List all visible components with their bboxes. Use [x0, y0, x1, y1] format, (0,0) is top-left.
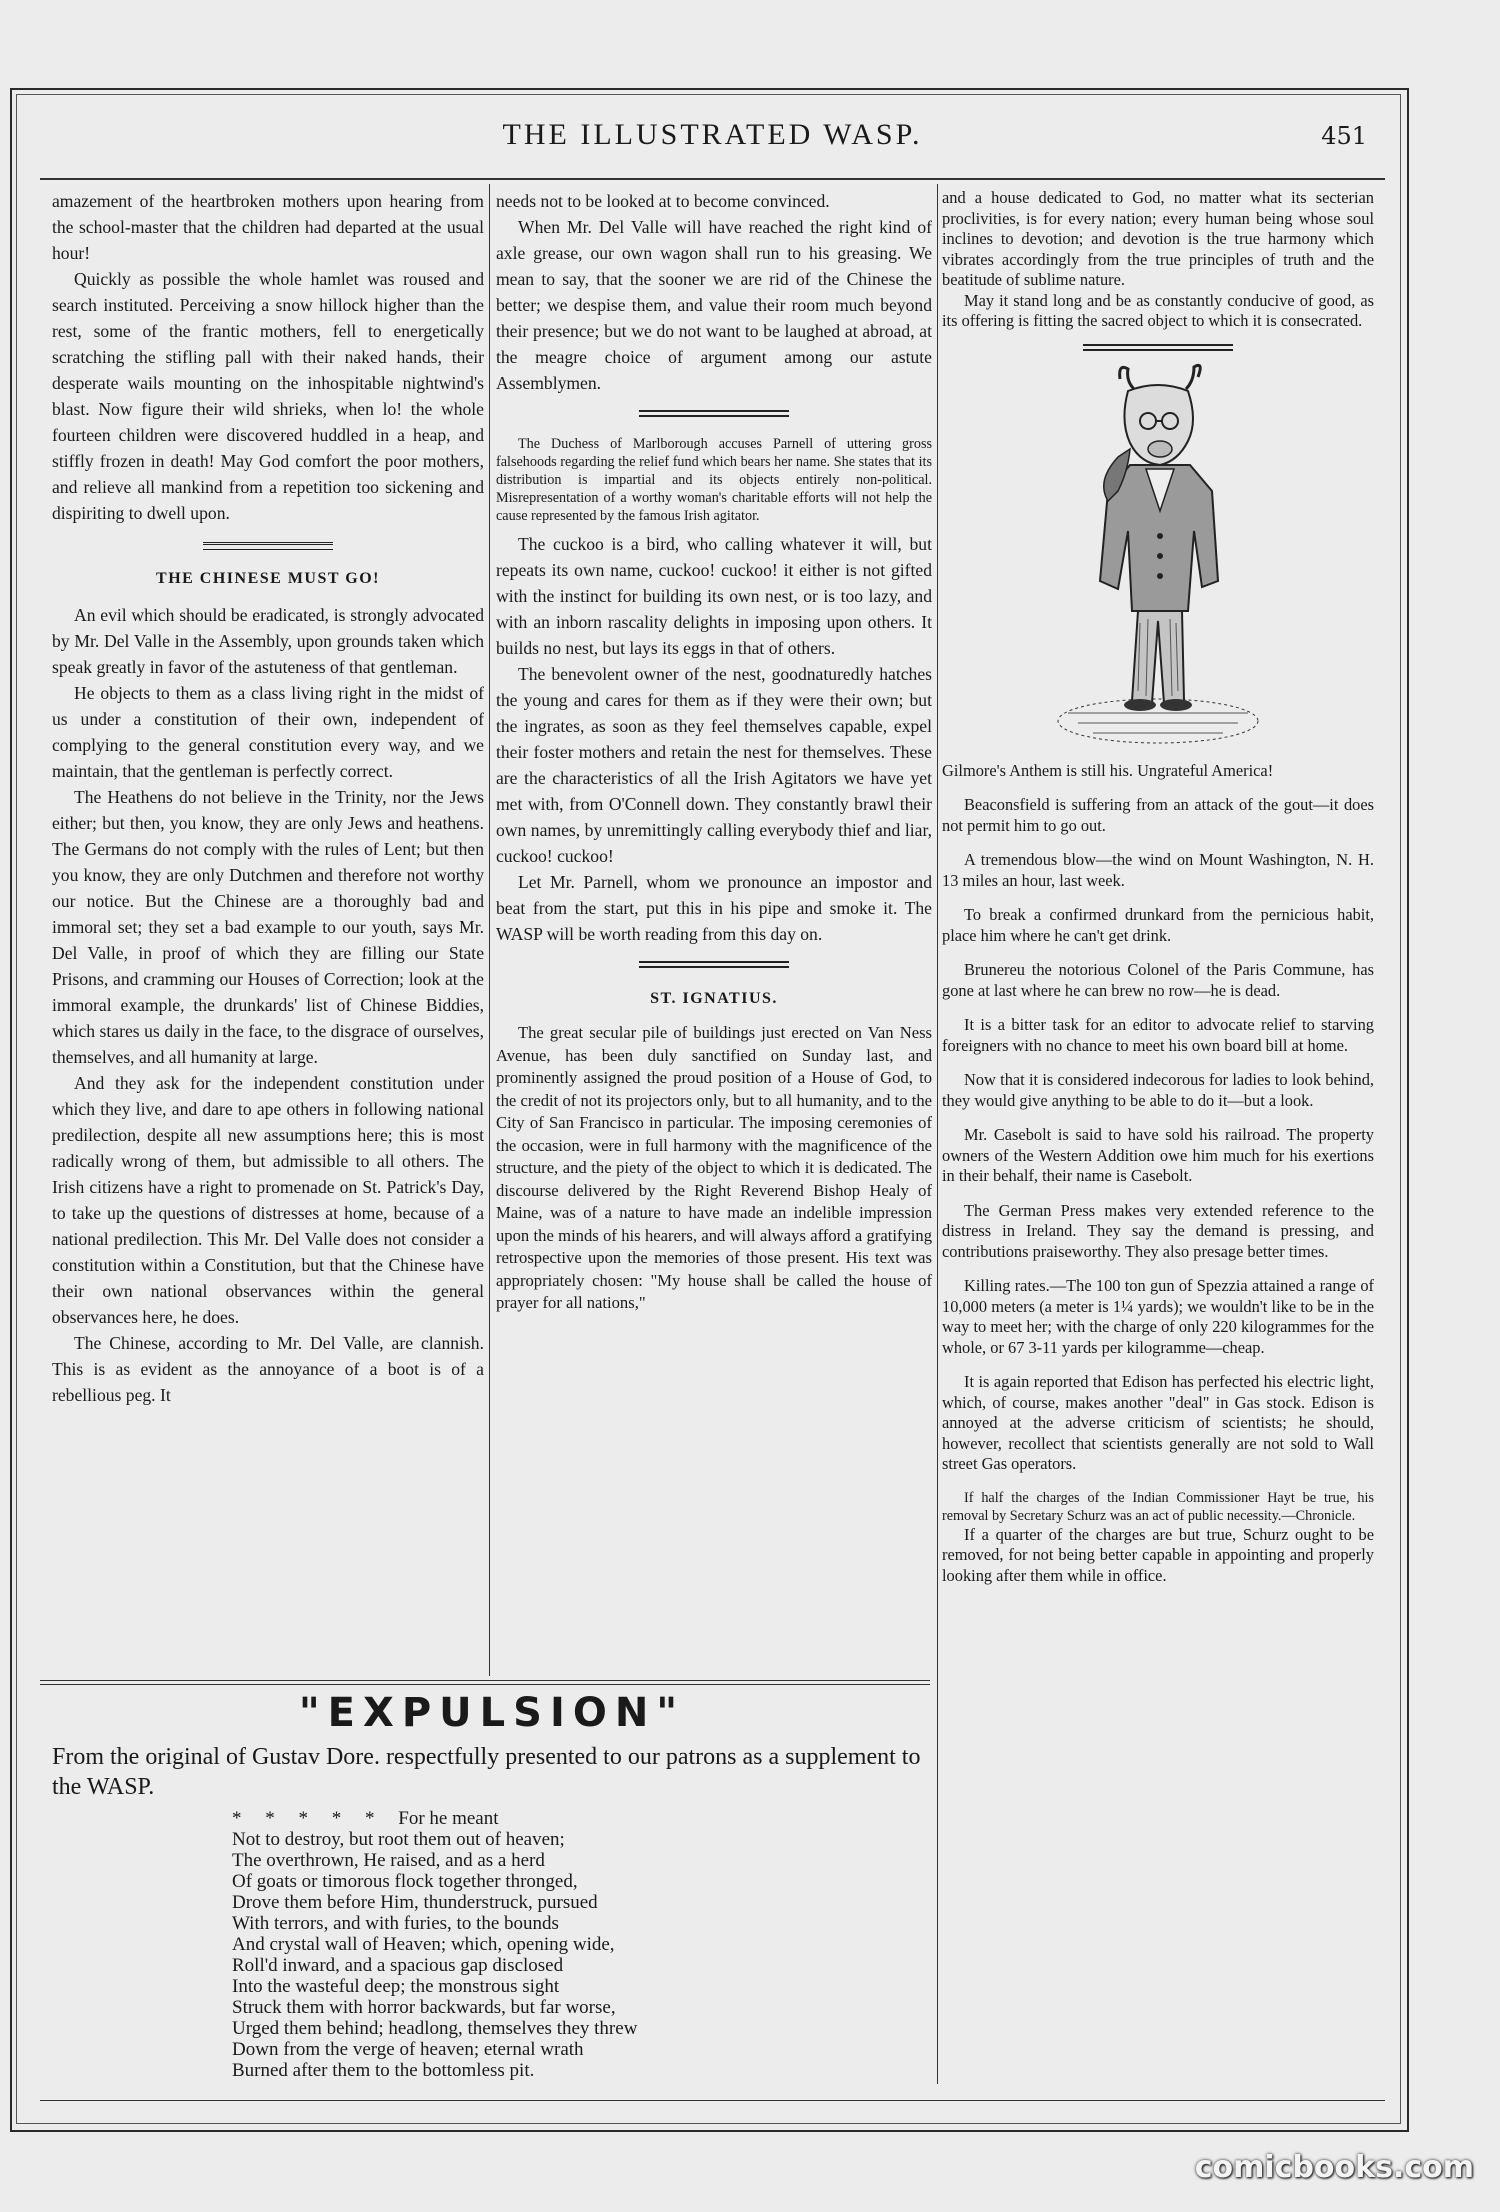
news-item: It is again reported that Edison has perfected his electric light, which, of course, makes another "deal" in Gas stock. Edison is annoyed at the adverse criticism of scientists; he should, however, recollect that scientists generally are not sold to Wall street Gas operators. — [942, 1372, 1374, 1473]
news-item: Mr. Casebolt is said to have sold his railroad. The property owners of the Western Addition owe him much for his exertions in their behalf, their name is Casebolt. — [942, 1125, 1374, 1185]
article-paragraph: An evil which should be eradicated, is strongly advocated by Mr. Del Valle in the Assembly, upon grounds taken which speak greatly in favor of the astuteness of that gentleman. — [52, 605, 484, 677]
poem-line: Roll'd inward, and a spacious gap disclosed — [232, 1955, 564, 1976]
column-divider-1 — [489, 184, 490, 1676]
news-item: A tremendous blow—the wind on Mount Washington, N. H. 13 miles an hour, last week. — [942, 850, 1374, 890]
article-paragraph: The Chinese, according to Mr. Del Valle, are clannish. This is as evident as the annoyance of a boot is of a rebellious peg. It — [52, 1333, 484, 1405]
article-paragraph: and a house dedicated to God, no matter what its secterian proclivities, is for every nation; every human being whose soul inclines to devotion; and devotion is the true harmony which vibrates accordingly from the true principles of truth and the beatitude of sublime nature. — [942, 188, 1374, 289]
article-paragraph: The benevolent owner of the nest, goodnaturedly hatches the young and cares for them as if they were their own; but the ingrates, as soon as they feel themselves capable, expel their foster mothers and retain the nest for themselves. These are the characteristics of all the Irish Agitators we have yet met with, from O'Connell down. They constantly brawl their own names, by unremittingly calling everybody thief and liar, cuckoo! cuckoo! — [496, 664, 932, 866]
news-item: If a quarter of the charges are but true, Schurz ought to be removed, for not being better capable in appointing and properly looking after them while in office. — [942, 1524, 1374, 1585]
news-item: It is a bitter task for an editor to advocate relief to starving foreigners with no chance to meet his own board bill at home. — [942, 1015, 1374, 1055]
page-number: 451 — [1321, 122, 1367, 150]
expulsion-poem — [232, 1808, 932, 2081]
poem-line: The overthrown, He raised, and as a herd — [232, 1850, 545, 1871]
article-paragraph: The cuckoo is a bird, who calling whatever it will, but repeats its own name, cuckoo! cuckoo! it either is not gifted with the instinct for building its own nest, or is too lazy, and with an inborn rascality delights in imposing upon others. It builds no nest, but lays its eggs in that of others. — [496, 534, 932, 658]
poem-line: * * * * * For he meant — [232, 1808, 499, 1829]
poem-line: Down from the verge of heaven; eternal wrath — [232, 2039, 584, 2060]
news-item: The German Press makes very extended reference to the distress in Ireland. They say the demand is pressing, and contributions praiseworthy. They also presage better times. — [942, 1200, 1374, 1261]
column-1 — [52, 188, 484, 1408]
article-paragraph: The great secular pile of buildings just erected on Van Ness Avenue, has been duly sanctified on Sunday last, and prominently assigned the proud position of a House of God, to the credit of not its projectors only, but to all humanity, and to the City of San Francisco in particular. The imposing ceremonies of the occasion, were in full harmony with the magnificence of the structure, and the piety of the object to which it is dedicated. The discourse delivered by the Right Reverend Bishop Healy of Maine, was of a nature to have made an indelible impression upon the minds of his hearers, and will always afford a gratifying retrospective upon the memories of those present. His text was appropriately chosen: "My house shall be called the house of prayer for all nations," — [496, 1023, 932, 1312]
article-paragraph: Let Mr. Parnell, whom we pronounce an impostor and beat from the start, put this in his pipe and smoke it. The WASP will be worth reading from this day on. — [496, 872, 932, 944]
poem-line: And crystal wall of Heaven; which, opening wide, — [232, 1934, 615, 1955]
footer-rule — [40, 2100, 1385, 2101]
article-paragraph: Quickly as possible the whole hamlet was roused and search instituted. Perceiving a snow hillock higher than the rest, some of the frantic mothers, fell to energetically scratching the stifling pall with their naked hands, their desperate wails mounting on the inhospitable nightwind's blast. Now figure their wild shrieks, when lo! the whole fourteen children were discovered huddled in a heap, and stiffly frozen in death! May God comfort the poor mothers, and relieve all mankind from a repetition too sickening and dispiriting to dwell upon. — [52, 269, 484, 523]
section-divider — [639, 410, 789, 417]
news-item: To break a confirmed drunkard from the pernicious habit, place him where he can't get drink. — [942, 905, 1374, 945]
poem-line: Burned after them to the bottomless pit. — [232, 2060, 535, 2081]
header-rule — [40, 178, 1385, 180]
article-paragraph: needs not to be looked at to become convinced. — [496, 191, 830, 211]
news-item: Killing rates.—The 100 ton gun of Spezzia attained a range of 10,000 meters (a meter is 1¼ yards); we wouldn't like to be in the way to meet her; with the charge of only 220 kilogrammes for the whole, or 67 3-11 yards per kilogramme—cheap. — [942, 1276, 1374, 1357]
expulsion-title: "EXPULSION" — [298, 1690, 686, 1736]
expulsion-section — [52, 1690, 932, 2081]
poem-line: Struck them with horror backwards, but far worse, — [232, 1997, 616, 2018]
bull-headed-man-icon — [1048, 361, 1268, 751]
poem-line: With terrors, and with furies, to the bounds — [232, 1913, 559, 1934]
news-quote — [942, 1489, 1374, 1525]
news-brief — [496, 435, 932, 525]
article-paragraph: And they ask for the independent constitution under which they live, and dare to ape others in following national predilection, despite all new assumptions here; this is most radically wrong of them, but admissible to all others. The Irish citizens have a right to promenade on St. Patrick's Day, to take up the questions of distresses at home, because of a national predilection. This Mr. Del Valle does not consider a constitution within a Constitution, but that the Chinese have their own national observances within the general observances here, he does. — [52, 1073, 484, 1327]
column-2 — [496, 188, 932, 1315]
article-paragraph: May it stand long and be as constantly conducive of good, as its offering is fitting the sacred object to which it is consecrated. — [942, 290, 1374, 330]
quote-text: If half the charges of the Indian Commissioner Hayt be true, his removal by Secretary Schurz was an act of public necessity.—Chronicle. — [942, 1489, 1374, 1524]
supplement-rule — [40, 1680, 930, 1685]
poem-line: Of goats or timorous flock together thronged, — [232, 1871, 578, 1892]
news-item: Gilmore's Anthem is still his. Ungrateful America! — [942, 760, 1274, 780]
watermark: comicbooks.com — [1194, 2150, 1474, 2185]
expulsion-description: From the original of Gustav Dore. respectfully presented to our patrons as a supplement to the WASP. — [52, 1744, 921, 1800]
column-3 — [942, 188, 1374, 1586]
masthead-title: THE ILLUSTRATED WASP. — [502, 118, 923, 151]
section-divider — [203, 542, 333, 550]
poem-line: Into the wasteful deep; the monstrous sight — [232, 1976, 560, 1997]
poem-line: Urged them behind; headlong, themselves they threw — [232, 2018, 638, 2039]
article-paragraph: The Heathens do not believe in the Trinity, nor the Jews either; but then, you know, they are only Jews and heathens. The Germans do not comply with the rules of Lent; but then you know, they are only Dutchmen and therefore not worthy our notice. But the Chinese are a thoroughly bad and immoral set; they set a bad example to our youth, says Mr. Del Valle, in proof of which they are filling our State Prisons, and cramming our Houses of Correction; look at the immoral example, the drunkards' list of Chinese Biddies, which stares us daily in the face, to the disgrace of ourselves, themselves, and all humanity at large. — [52, 787, 484, 1067]
article-heading: ST. IGNATIUS. — [650, 990, 778, 1007]
poem-line: Drove them before Him, thunderstruck, pursued — [232, 1892, 598, 1913]
poem-line: Not to destroy, but root them out of heaven; — [232, 1829, 565, 1850]
article-paragraph: He objects to them as a class living right in the midst of us under a constitution of their own, independent of complying to the general constitution every way, and we maintain, that the gentleman is perfectly correct. — [52, 683, 484, 781]
brief-text: The Duchess of Marlborough accuses Parnell of uttering gross falsehoods regarding the relief fund which bears her name. She states that its distribution is impartial and its objects entirely non-political. Misrepresentation of a worthy woman's charitable efforts will not help the cause represented by the famous Irish agitator. — [496, 436, 932, 524]
news-item: Brunereu the notorious Colonel of the Paris Commune, has gone at last where he can brew no row—he is dead. — [942, 960, 1374, 1000]
page-header — [40, 110, 1385, 158]
section-divider — [1083, 344, 1233, 351]
section-divider — [639, 961, 789, 968]
article-paragraph: When Mr. Del Valle will have reached the right kind of axle grease, our own wagon shall run to his greasing. We mean to say, that the sooner we are rid of the Chinese the better; we despise them, and value their room much beyond their presence; but we do not want to be laughed at abroad, at the meagre choice of argument among our astute Assemblymen. — [496, 217, 932, 393]
column-divider-2 — [937, 184, 938, 2084]
news-item: Now that it is considered indecorous for ladies to look behind, they would give anything to be able to do it—but a look. — [942, 1070, 1374, 1110]
article-paragraph: amazement of the heartbroken mothers upon hearing from the school-master that the children had departed at the usual hour! — [52, 191, 484, 263]
article-heading: THE CHINESE MUST GO! — [156, 570, 380, 587]
news-item: Beaconsfield is suffering from an attack of the gout—it does not permit him to go out. — [942, 795, 1374, 835]
